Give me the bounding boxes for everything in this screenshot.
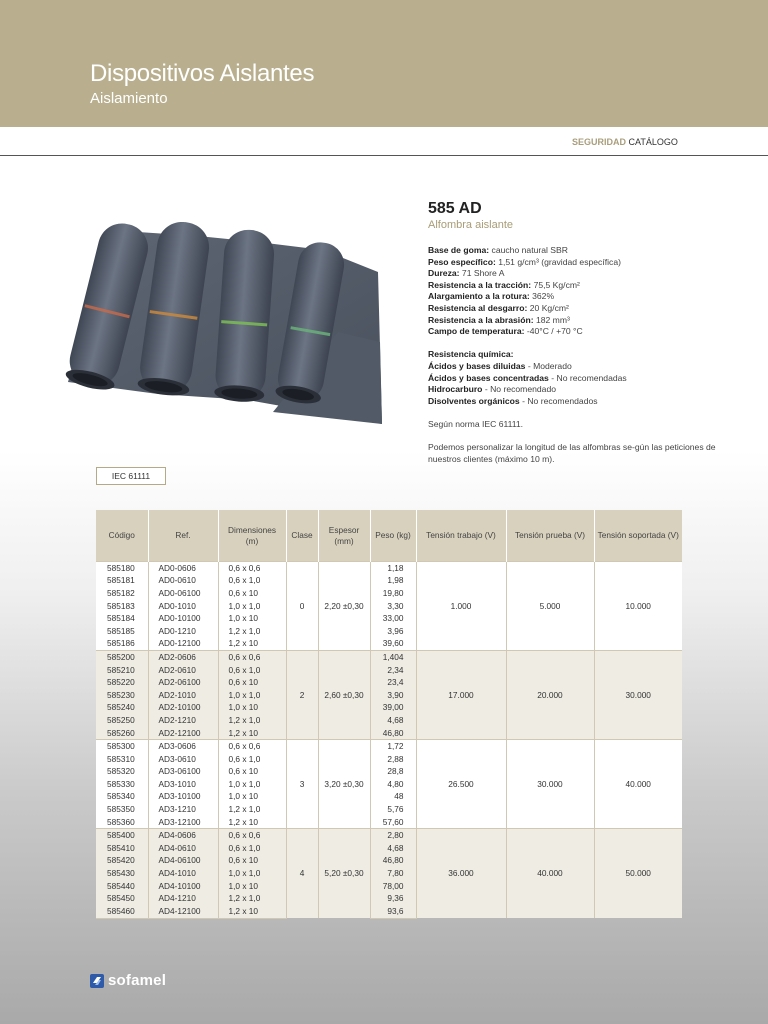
cell-code: 585230 <box>96 689 148 702</box>
cell-dimensions: 1,0 x 10 <box>218 702 286 715</box>
cell-ref: AD3-06100 <box>148 766 218 779</box>
col-header: Tensión prueba (V) <box>506 510 594 562</box>
cell-weight: 4,68 <box>370 842 416 855</box>
catalog-word: CATÁLOGO <box>628 137 678 147</box>
cell-withstand-voltage: 10.000 <box>594 562 682 651</box>
spec-line: Resistencia a la abrasión: 182 mm³ <box>428 314 570 325</box>
cell-weight: 1,98 <box>370 575 416 588</box>
cell-ref: AD3-0610 <box>148 753 218 766</box>
spec-line: Alargamiento a la rotura: 362% <box>428 291 555 302</box>
cell-ref: AD4-10100 <box>148 880 218 893</box>
header-divider <box>0 155 768 156</box>
cell-class: 3 <box>286 740 318 829</box>
cell-weight: 1,72 <box>370 740 416 753</box>
cell-thickness: 2,60 ±0,30 <box>318 651 370 740</box>
cell-ref: AD4-1010 <box>148 867 218 880</box>
cell-ref: AD2-1010 <box>148 689 218 702</box>
cell-code: 585180 <box>96 562 148 575</box>
cell-ref: AD2-0606 <box>148 651 218 664</box>
cell-weight: 3,96 <box>370 625 416 638</box>
product-info <box>428 200 728 465</box>
sofamel-logo-icon <box>90 974 104 988</box>
cell-dimensions: 1,2 x 10 <box>218 727 286 740</box>
cell-weight: 28,8 <box>370 766 416 779</box>
chemical-resistance <box>428 349 728 407</box>
cell-dimensions: 1,2 x 10 <box>218 905 286 918</box>
cell-code: 585430 <box>96 867 148 880</box>
cell-class: 4 <box>286 829 318 918</box>
cell-dimensions: 1,0 x 10 <box>218 880 286 893</box>
cell-working-voltage: 36.000 <box>416 829 506 918</box>
cell-ref: AD3-10100 <box>148 791 218 804</box>
norm-text: Según norma IEC 61111. <box>428 418 524 429</box>
cell-code: 585310 <box>96 753 148 766</box>
cell-weight: 5,76 <box>370 803 416 816</box>
cell-weight: 39,00 <box>370 702 416 715</box>
cell-test-voltage: 30.000 <box>506 740 594 829</box>
class-group <box>96 829 682 918</box>
cell-code: 585183 <box>96 600 148 613</box>
cell-dimensions: 1,0 x 1,0 <box>218 778 286 791</box>
col-header: Ref. <box>148 510 218 562</box>
cell-ref: AD3-12100 <box>148 816 218 829</box>
cell-code: 585400 <box>96 829 148 842</box>
table-row <box>96 651 682 664</box>
cell-weight: 19,80 <box>370 587 416 600</box>
cell-weight: 23,4 <box>370 676 416 689</box>
catalog-label <box>572 137 678 147</box>
product-code: 585 AD <box>428 200 482 217</box>
cell-weight: 1,404 <box>370 651 416 664</box>
cell-dimensions: 0,6 x 0,6 <box>218 740 286 753</box>
table-row <box>96 562 682 575</box>
class-group <box>96 651 682 740</box>
cell-weight: 39,60 <box>370 638 416 651</box>
cell-dimensions: 1,2 x 10 <box>218 816 286 829</box>
table-row <box>96 740 682 753</box>
chemical-line: Hidrocarburo - No recomendado <box>428 384 557 395</box>
spec-line: Resistencia al desgarro: 20 Kg/cm² <box>428 302 569 313</box>
spec-line: Dureza: 71 Shore A <box>428 268 505 279</box>
cell-test-voltage: 20.000 <box>506 651 594 740</box>
page-title: Dispositivos Aislantes <box>90 60 315 87</box>
chemical-line: Disolventes orgánicos - No recomendados <box>428 395 598 406</box>
cell-withstand-voltage: 30.000 <box>594 651 682 740</box>
cell-weight: 2,34 <box>370 664 416 677</box>
col-header: Dimensiones (m) <box>218 510 286 562</box>
cell-dimensions: 1,0 x 10 <box>218 791 286 804</box>
spec-line: Peso específico: 1,51 g/cm³ (gravidad específica) <box>428 256 621 267</box>
cell-dimensions: 1,0 x 1,0 <box>218 689 286 702</box>
cell-code: 585340 <box>96 791 148 804</box>
cell-weight: 78,00 <box>370 880 416 893</box>
cell-code: 585240 <box>96 702 148 715</box>
cell-thickness: 2,20 ±0,30 <box>318 562 370 651</box>
cell-thickness: 5,20 ±0,30 <box>318 829 370 918</box>
cell-dimensions: 0,6 x 1,0 <box>218 842 286 855</box>
class-group <box>96 562 682 651</box>
cell-code: 585210 <box>96 664 148 677</box>
col-header: Código <box>96 510 148 562</box>
cell-code: 585186 <box>96 638 148 651</box>
cell-ref: AD0-12100 <box>148 638 218 651</box>
cell-weight: 46,80 <box>370 855 416 868</box>
cell-ref: AD0-0606 <box>148 562 218 575</box>
cell-weight: 48 <box>370 791 416 804</box>
col-header: Peso (kg) <box>370 510 416 562</box>
col-header: Espesor (mm) <box>318 510 370 562</box>
cell-weight: 93,6 <box>370 905 416 918</box>
chemical-title: Resistencia química: <box>428 349 514 360</box>
cell-dimensions: 1,2 x 1,0 <box>218 714 286 727</box>
cell-ref: AD0-1010 <box>148 600 218 613</box>
cell-dimensions: 1,2 x 1,0 <box>218 892 286 905</box>
spec-line: Base de goma: caucho natural SBR <box>428 245 568 255</box>
cell-code: 585350 <box>96 803 148 816</box>
cell-class: 0 <box>286 562 318 651</box>
cell-dimensions: 0,6 x 10 <box>218 766 286 779</box>
cell-code: 585250 <box>96 714 148 727</box>
custom-length-text: Podemos personalizar la longitud de las alfombras se-gún las peticiones de nuestros clientes (máximo 10 m). <box>428 442 716 464</box>
cell-ref: AD4-0606 <box>148 829 218 842</box>
cell-code: 585200 <box>96 651 148 664</box>
chemical-line: Ácidos y bases concentradas - No recomendadas <box>428 372 627 383</box>
cell-code: 585320 <box>96 766 148 779</box>
cell-ref: AD2-10100 <box>148 702 218 715</box>
catalog-section: SEGURIDAD <box>572 137 627 147</box>
table-header-row <box>96 510 682 562</box>
product-specs <box>428 245 728 465</box>
cell-test-voltage: 40.000 <box>506 829 594 918</box>
cell-ref: AD3-0606 <box>148 740 218 753</box>
cell-dimensions: 1,2 x 10 <box>218 638 286 651</box>
cell-working-voltage: 26.500 <box>416 740 506 829</box>
cell-ref: AD2-0610 <box>148 664 218 677</box>
cell-code: 585181 <box>96 575 148 588</box>
cell-withstand-voltage: 50.000 <box>594 829 682 918</box>
cell-code: 585182 <box>96 587 148 600</box>
spec-line: Resistencia a la tracción: 75,5 Kg/cm² <box>428 279 580 290</box>
cell-ref: AD0-10100 <box>148 612 218 625</box>
cell-code: 585260 <box>96 727 148 740</box>
brand-logo <box>90 972 166 989</box>
product-name: Alfombra aislante <box>428 219 513 231</box>
cell-dimensions: 0,6 x 10 <box>218 855 286 868</box>
cell-ref: AD0-0610 <box>148 575 218 588</box>
col-header: Tensión soportada (V) <box>594 510 682 562</box>
cell-weight: 33,00 <box>370 612 416 625</box>
cell-weight: 2,88 <box>370 753 416 766</box>
cell-dimensions: 0,6 x 1,0 <box>218 664 286 677</box>
cell-test-voltage: 5.000 <box>506 562 594 651</box>
cell-ref: AD0-06100 <box>148 587 218 600</box>
cell-thickness: 3,20 ±0,30 <box>318 740 370 829</box>
cell-code: 585450 <box>96 892 148 905</box>
cell-dimensions: 1,0 x 1,0 <box>218 600 286 613</box>
cell-dimensions: 0,6 x 1,0 <box>218 575 286 588</box>
cell-weight: 4,80 <box>370 778 416 791</box>
cell-code: 585460 <box>96 905 148 918</box>
cell-code: 585184 <box>96 612 148 625</box>
cell-ref: AD2-06100 <box>148 676 218 689</box>
cell-ref: AD4-06100 <box>148 855 218 868</box>
cell-weight: 3,90 <box>370 689 416 702</box>
cell-weight: 7,80 <box>370 867 416 880</box>
cell-weight: 46,80 <box>370 727 416 740</box>
header-banner <box>0 0 768 127</box>
cell-ref: AD2-1210 <box>148 714 218 727</box>
cell-dimensions: 0,6 x 10 <box>218 587 286 600</box>
cell-weight: 2,80 <box>370 829 416 842</box>
cell-dimensions: 1,2 x 1,0 <box>218 625 286 638</box>
cell-ref: AD4-1210 <box>148 892 218 905</box>
cell-code: 585360 <box>96 816 148 829</box>
cell-working-voltage: 1.000 <box>416 562 506 651</box>
table-row <box>96 829 682 842</box>
cell-ref: AD3-1010 <box>148 778 218 791</box>
col-header: Tensión trabajo (V) <box>416 510 506 562</box>
page-subtitle: Aislamiento <box>90 90 168 107</box>
cell-ref: AD0-1210 <box>148 625 218 638</box>
cell-dimensions: 0,6 x 0,6 <box>218 651 286 664</box>
cell-dimensions: 1,0 x 10 <box>218 612 286 625</box>
cell-dimensions: 1,2 x 1,0 <box>218 803 286 816</box>
cell-weight: 1,18 <box>370 562 416 575</box>
cell-code: 585300 <box>96 740 148 753</box>
cell-dimensions: 1,0 x 1,0 <box>218 867 286 880</box>
cell-dimensions: 0,6 x 10 <box>218 676 286 689</box>
cell-withstand-voltage: 40.000 <box>594 740 682 829</box>
col-header: Clase <box>286 510 318 562</box>
cell-dimensions: 0,6 x 0,6 <box>218 562 286 575</box>
cell-dimensions: 0,6 x 0,6 <box>218 829 286 842</box>
cell-code: 585220 <box>96 676 148 689</box>
brand-name: sofamel <box>108 972 167 989</box>
cell-code: 585185 <box>96 625 148 638</box>
cell-dimensions: 0,6 x 1,0 <box>218 753 286 766</box>
norm-badge: IEC 61111 <box>96 467 166 485</box>
cell-code: 585420 <box>96 855 148 868</box>
cell-ref: AD4-12100 <box>148 905 218 918</box>
cell-code: 585410 <box>96 842 148 855</box>
cell-ref: AD3-1210 <box>148 803 218 816</box>
cell-class: 2 <box>286 651 318 740</box>
cell-ref: AD2-12100 <box>148 727 218 740</box>
cell-weight: 9,36 <box>370 892 416 905</box>
cell-code: 585330 <box>96 778 148 791</box>
cell-code: 585440 <box>96 880 148 893</box>
class-group <box>96 740 682 829</box>
cell-ref: AD4-0610 <box>148 842 218 855</box>
chemical-line: Ácidos y bases diluidas - Moderado <box>428 360 572 371</box>
specifications-table <box>96 510 682 919</box>
spec-line: Campo de temperatura: -40°C / +70 °C <box>428 326 583 337</box>
rubber-mat-rolls-image <box>48 222 388 432</box>
cell-weight: 57,60 <box>370 816 416 829</box>
cell-working-voltage: 17.000 <box>416 651 506 740</box>
cell-weight: 4,68 <box>370 714 416 727</box>
cell-weight: 3,30 <box>370 600 416 613</box>
